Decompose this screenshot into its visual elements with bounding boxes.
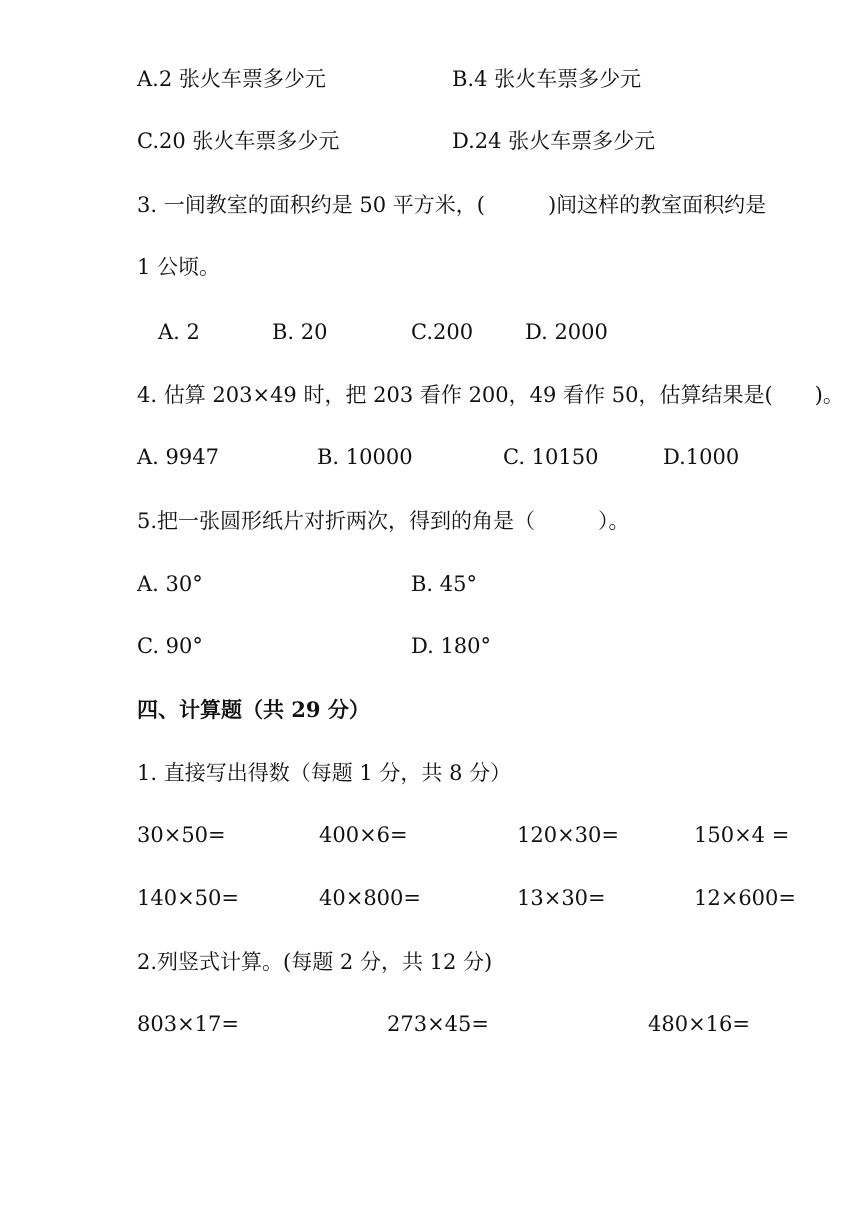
calc-item: 30×50= xyxy=(137,823,226,847)
q2-option-d: D.24 张火车票多少元 xyxy=(452,129,656,153)
calc-item: 12×600= xyxy=(694,886,796,910)
q2-option-a: A.2 张火车票多少元 xyxy=(137,67,326,91)
q3-option-d: D. 2000 xyxy=(525,320,608,344)
calc-item: 120×30= xyxy=(517,823,619,847)
calc-item: 150×4 = xyxy=(694,823,790,847)
vertical-calc-item: 480×16= xyxy=(648,1012,750,1036)
part2-title: 2.列竖式计算。(每题 2 分，共 12 分) xyxy=(137,950,493,974)
calc-item: 40×800= xyxy=(319,886,421,910)
q3-stem-line1: 3. 一间教室的面积约是 50 平方米，( )间这样的教室面积约是 xyxy=(137,193,767,217)
part1-title: 1. 直接写出得数（每题 1 分，共 8 分） xyxy=(137,761,512,785)
q4-option-b: B. 10000 xyxy=(317,445,413,469)
calc-item: 400×6= xyxy=(319,823,408,847)
calc-item: 140×50= xyxy=(137,886,239,910)
q3-option-b: B. 20 xyxy=(272,320,328,344)
q2-option-c: C.20 张火车票多少元 xyxy=(137,129,340,153)
q5-option-c: C. 90° xyxy=(137,634,203,658)
q5-option-b: B. 45° xyxy=(411,572,478,596)
q4-option-d: D.1000 xyxy=(663,445,740,469)
q2-option-b: B.4 张火车票多少元 xyxy=(452,67,642,91)
q3-stem-line2: 1 公顷。 xyxy=(137,255,221,279)
q3-option-a: A. 2 xyxy=(158,320,200,344)
q4-option-a: A. 9947 xyxy=(137,445,219,469)
q5-stem: 5.把一张圆形纸片对折两次，得到的角是（ ）。 xyxy=(137,509,630,533)
calc-item: 13×30= xyxy=(517,886,606,910)
q3-option-c: C.200 xyxy=(411,320,474,344)
vertical-calc-item: 273×45= xyxy=(387,1012,489,1036)
q4-stem: 4. 估算 203×49 时，把 203 看作 200，49 看作 50，估算结果是( )。 xyxy=(137,383,844,407)
section-title: 四、计算题（共 29 分） xyxy=(137,697,370,722)
q5-option-a: A. 30° xyxy=(137,572,203,596)
vertical-calc-item: 803×17= xyxy=(137,1012,239,1036)
q4-option-c: C. 10150 xyxy=(503,445,599,469)
q5-option-d: D. 180° xyxy=(411,634,492,658)
